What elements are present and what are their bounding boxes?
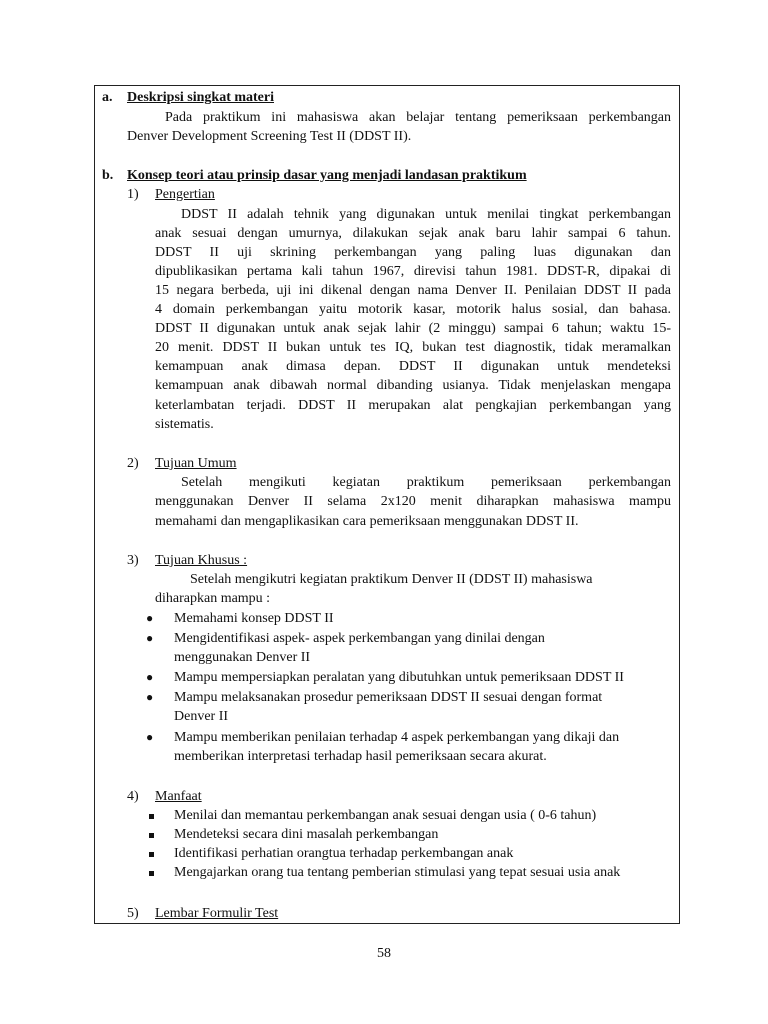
- tujuan-umum-line-3: memahami dan mengaplikasikan cara pemeriksaan menggunakan DDST II.: [155, 514, 579, 529]
- pengertian-title: Pengertian: [155, 187, 215, 202]
- tujuan-khusus-bullet-3: Mampu mempersiapkan peralatan yang dibutuhkan untuk pemeriksaan DDST II: [174, 670, 624, 685]
- pengertian-line-10: kemampuan anak dibawah normal dibanding usianya. Tidak menjelaskan mengapa: [155, 378, 671, 393]
- bullet-square-icon: [149, 852, 154, 857]
- pengertian-line-6: 4 domain perkembangan yaitu motorik kasar, motorik halus sosial, dan bahasa.: [155, 302, 671, 317]
- section-b-heading: Konsep teori atau prinsip dasar yang menjadi landasan praktikum: [127, 168, 527, 183]
- tujuan-khusus-intro-2: diharapkan mampu :: [155, 591, 271, 606]
- tujuan-khusus-bullet-4-line-2: Denver II: [174, 709, 229, 724]
- section-a-heading: Deskripsi singkat materi: [127, 90, 274, 105]
- pengertian-line-7: DDST II digunakan untuk anak sejak lahir (2 minggu) sampai 6 tahun; waktu 15-: [155, 321, 671, 336]
- tujuan-umum-title: Tujuan Umum: [155, 456, 237, 471]
- tujuan-umum-line-1: Setelah mengikuti kegiatan praktikum pemeriksaan perkembangan: [181, 475, 671, 490]
- tujuan-khusus-bullet-4-line-1: Mampu melaksanakan prosedur pemeriksaan DDST II sesuai dengan format: [174, 690, 603, 705]
- bullet-square-icon: [149, 833, 154, 838]
- tujuan-khusus-title: Tujuan Khusus :: [155, 553, 248, 568]
- tujuan-umum-line-2: menggunakan Denver II selama 2x120 menit diharapkan mahasiswa mampu: [155, 494, 671, 509]
- pengertian-line-11: keterlambatan terjadi. DDST II merupakan alat pengkajian perkembangan yang: [155, 398, 671, 413]
- bullet-dot-icon: ●: [146, 690, 154, 704]
- pengertian-line-12: sistematis.: [155, 417, 214, 432]
- bullet-dot-icon: ●: [146, 631, 154, 645]
- manfaat-number: 4): [127, 789, 139, 804]
- manfaat-bullet-2: Mendeteksi secara dini masalah perkembangan: [174, 827, 439, 842]
- tujuan-khusus-intro-1: Setelah mengikutri kegiatan praktikum Denver II (DDST II) mahasiswa: [190, 572, 593, 587]
- pengertian-line-5: 15 negara berbeda, uji ini dikenal dengan nama Denver II. Penilaian DDST II pada: [155, 283, 671, 298]
- manfaat-bullet-3: Identifikasi perhatian orangtua terhadap perkembangan anak: [174, 846, 514, 861]
- pengertian-line-2: anak sesuai dengan umurnya, dilakukan sejak anak baru lahir sampai 6 tahun.: [155, 226, 671, 241]
- bullet-square-icon: [149, 814, 154, 819]
- lembar-number: 5): [127, 906, 139, 921]
- tujuan-khusus-bullet-1: Memahami konsep DDST II: [174, 611, 334, 626]
- pengertian-number: 1): [127, 187, 139, 202]
- pengertian-line-3: DDST II uji skrining perkembangan yang paling luas digunakan dan: [155, 245, 671, 260]
- section-a-line-1: Pada praktikum ini mahasiswa akan belajar tentang pemeriksaan perkembangan: [165, 110, 671, 125]
- bullet-dot-icon: ●: [146, 670, 154, 684]
- section-a-marker: a.: [102, 90, 113, 105]
- tujuan-khusus-number: 3): [127, 553, 139, 568]
- tujuan-khusus-bullet-2-line-2: menggunakan Denver II: [174, 650, 311, 665]
- pengertian-line-1: DDST II adalah tehnik yang digunakan untuk menilai tingkat perkembangan: [181, 207, 671, 222]
- section-b-marker: b.: [102, 168, 114, 183]
- manfaat-bullet-4: Mengajarkan orang tua tentang pemberian stimulasi yang tepat sesuai usia anak: [174, 865, 621, 880]
- tujuan-khusus-bullet-5-line-1: Mampu memberikan penilaian terhadap 4 aspek perkembangan yang dikaji dan: [174, 730, 620, 745]
- pengertian-line-9: kemampuan anak dimasa depan. DDST II digunakan untuk mendeteksi: [155, 359, 671, 374]
- tujuan-khusus-bullet-2-line-1: Mengidentifikasi aspek- aspek perkembangan yang dinilai dengan: [174, 631, 545, 646]
- tujuan-khusus-bullet-5-line-2: memberikan interpretasi terhadap hasil pemeriksaan secara akurat.: [174, 749, 547, 764]
- manfaat-title: Manfaat: [155, 789, 202, 804]
- pengertian-line-8: 20 menit. DDST II bukan untuk tes IQ, bukan test diagnostik, tidak meramalkan: [155, 340, 671, 355]
- bullet-dot-icon: ●: [146, 730, 154, 744]
- manfaat-bullet-1: Menilai dan memantau perkembangan anak sesuai dengan usia ( 0-6 tahun): [174, 808, 597, 823]
- page-number: 58: [377, 946, 391, 961]
- tujuan-umum-number: 2): [127, 456, 139, 471]
- bullet-square-icon: [149, 871, 154, 876]
- section-a-line-2: Denver Development Screening Test II (DDST II).: [127, 129, 412, 144]
- lembar-title: Lembar Formulir Test: [155, 906, 279, 921]
- bullet-dot-icon: ●: [146, 611, 154, 625]
- pengertian-line-4: dipublikasikan pertama kali tahun 1967, direvisi tahun 1981. DDST-R, dipakai di: [155, 264, 671, 279]
